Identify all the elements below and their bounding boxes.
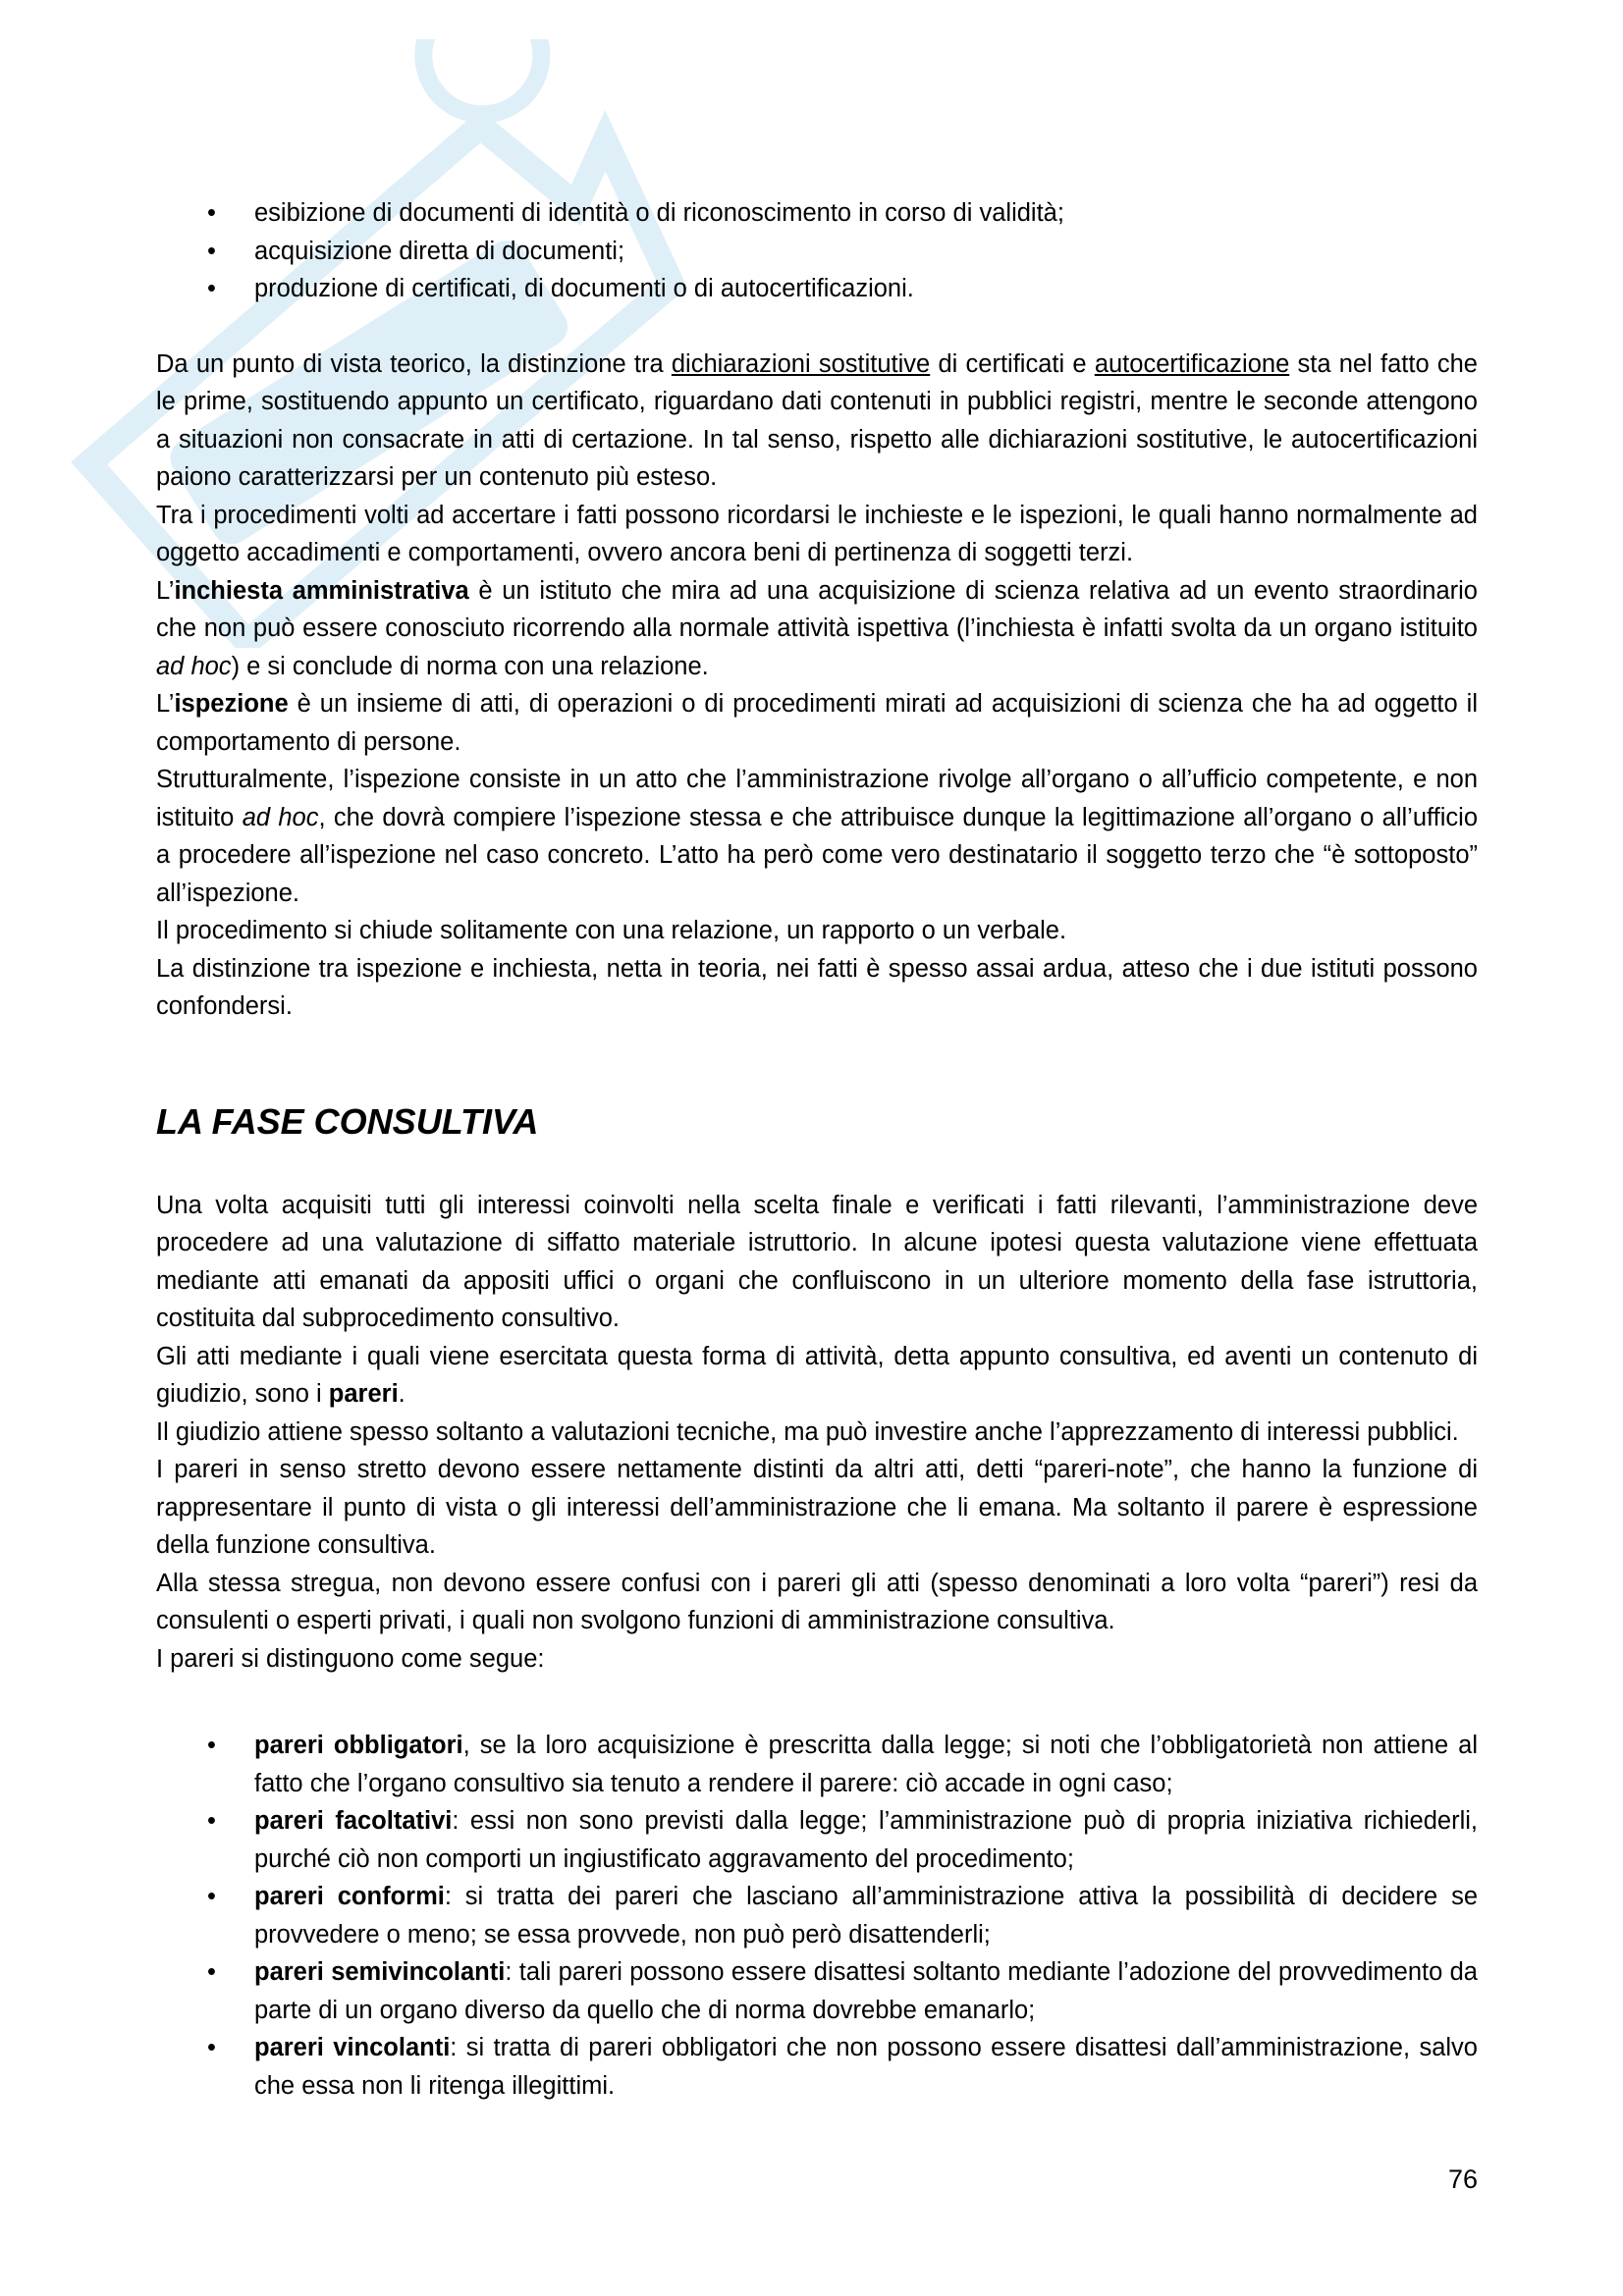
- paragraph-dichiarazioni: Da un punto di vista teorico, la distinzione tra dichiarazioni sostitutive di certificati e autocertificazione sta nel fatto che le prime, sostituendo appunto un certificato, riguardano dati contenuti in pubblici registri, mentre le seconde attengono a situazioni non consacrate in atti di certazione. In tal senso, rispetto alle dichiarazioni sostitutive, le autocertificazioni paiono caratterizzarsi per un contenuto più esteso.: [156, 349, 1478, 491]
- paragraph-strutturalmente: Strutturalmente, l’ispezione consiste in un atto che l’amministrazione rivolge all’organo o all’ufficio competente, e non istituito ad hoc, che dovrà compiere l’ispezione stessa e che attribuisce dunque la legittimazione all’organo o all’ufficio a procedere all’ispezione nel caso concreto. L’atto ha però come vero destinatario il soggetto terzo che “è sottoposto” all’ispezione.: [156, 766, 1479, 907]
- paragraph-pareri-intro: Gli atti mediante i quali viene esercitata questa forma di attività, detta appunto consultiva, ed aventi un contenuto di giudizio, sono i pareri.: [156, 1342, 1478, 1408]
- pareri-bullet-list: [156, 1727, 1478, 2105]
- paragraph-inchiesta: L’inchiesta amministrativa è un istituto che mira ad una acquisizione di scienza relativa ad un evento straordinario che non può essere conosciuto ricorrendo alla normale attività ispettiva (l’inchiesta è infatti svolta da un organo istituito ad hoc) e si conclude di norma con una relazione.: [156, 576, 1478, 680]
- paragraph-ispezione: L’ispezione è un insieme di atti, di operazioni o di procedimenti mirati ad acquisizioni di scienza che ha ad oggetto il comportamento di persone.: [156, 690, 1478, 756]
- paragraph-procedimenti: Tra i procedimenti volti ad accertare i fatti possono ricordarsi le inchieste e le ispezioni, le quali hanno normalmente ad oggetto accadimenti e comportamenti, ovvero ancora beni di pertinenza di soggetti terzi.: [156, 501, 1478, 566]
- list-item: • pareri vincolanti: si tratta di pareri obbligatori che non possono essere disattesi dall’amministrazione, salvo che essa non li ritenga illegittimi.: [207, 2034, 1478, 2100]
- list-item: • pareri semivincolanti: tali pareri possono essere disattesi soltanto mediante l’adozione del provvedimento da parte di un organo diverso da quello che di norma dovrebbe emanarlo;: [207, 1958, 1478, 2024]
- section-heading: LA FASE CONSULTIVA: [156, 1100, 539, 1142]
- paragraph-distinguono: I pareri si distinguono come segue:: [156, 1644, 545, 1673]
- paragraph-giudizio: Il giudizio attiene spesso soltanto a valutazioni tecniche, ma può investire anche l’apprezzamento di interessi pubblici.: [156, 1417, 1459, 1446]
- paragraph-valutazione: Una volta acquisiti tutti gli interessi coinvolti nella scelta finale e verificati i fatti rilevanti, l’amministrazione deve procedere ad una valutazione di siffatto materiale istruttorio. In alcune ipotesi questa valutazione viene effettuata mediante atti emanati da appositi uffici o organi che confluiscono in un ulteriore momento della fase istruttoria, costituita dal subprocedimento consultivo.: [156, 1191, 1478, 1332]
- list-item: • esibizione di documenti di identità o di riconoscimento in corso di validità;: [207, 199, 1064, 227]
- paragraph-pareri-note: I pareri in senso stretto devono essere nettamente distinti da altri atti, detti “pareri-note”, che hanno la funzione di rappresentare il punto di vista o gli interessi dell’amministrazione che li emana. Ma soltanto il parere è espressione della funzione consultiva.: [156, 1456, 1478, 1559]
- paragraph-consulenti: Alla stessa stregua, non devono essere confusi con i pareri gli atti (spesso denominati a loro volta “pareri”) resi da consulenti o esperti privati, i quali non svolgono funzioni di amministrazione consultiva.: [156, 1569, 1478, 1634]
- top-bullet-list: [156, 194, 1478, 308]
- paragraph-chiusura: Il procedimento si chiude solitamente con una relazione, un rapporto o un verbale.: [156, 917, 1067, 944]
- page-content: [156, 194, 1478, 2105]
- page-number: 76: [1447, 2164, 1478, 2194]
- list-item: • pareri facoltativi: essi non sono previsti dalla legge; l’amministrazione può di propria iniziativa richiederli, purché ciò non comporti un ingiustificato aggravamento del procedimento;: [207, 1807, 1478, 1873]
- paragraph-distinzione: La distinzione tra ispezione e inchiesta, netta in teoria, nei fatti è spesso assai ardua, atteso che i due istituti possono confondersi.: [156, 954, 1478, 1020]
- list-item: • produzione di certificati, di documenti o di autocertificazioni.: [207, 275, 914, 302]
- list-item: • acquisizione diretta di documenti;: [207, 237, 625, 265]
- list-item: • pareri conformi: si tratta dei pareri che lasciano all’amministrazione attiva la possibilità di decidere se provvedere o meno; se essa provvede, non può però disattenderli;: [207, 1883, 1478, 1949]
- list-item: • pareri obbligatori, se la loro acquisizione è prescritta dalla legge; si noti che l’obbligatorietà non attiene al fatto che l’organo consultivo sia tenuto a rendere il parere: ciò accade in ogni caso;: [207, 1732, 1478, 1797]
